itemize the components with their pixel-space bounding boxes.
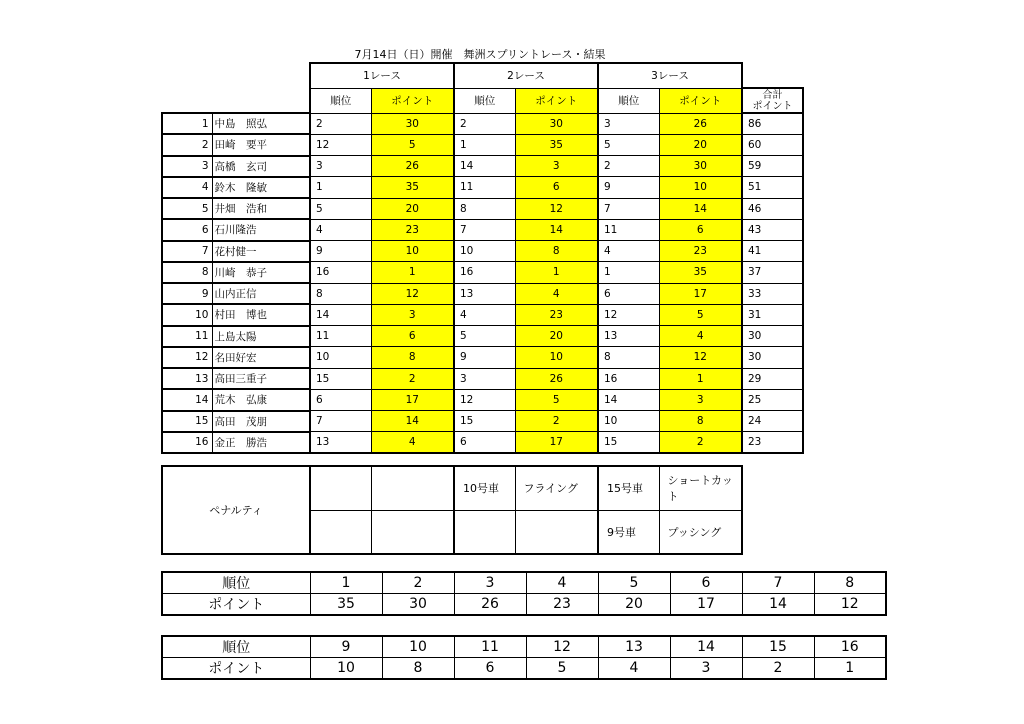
driver-name: 山内正信 bbox=[212, 283, 310, 304]
race1-points: 14 bbox=[371, 411, 454, 432]
row-number: 8 bbox=[162, 262, 212, 283]
race2-rank: 16 bbox=[454, 262, 515, 283]
table-row bbox=[162, 304, 803, 325]
row-number: 10 bbox=[162, 304, 212, 325]
race3-rank: 16 bbox=[598, 368, 659, 389]
penalty-car: 9号車 bbox=[598, 510, 659, 554]
race1-points: 6 bbox=[371, 326, 454, 347]
race1-points: 12 bbox=[371, 283, 454, 304]
race1-points: 26 bbox=[371, 156, 454, 177]
points-value: 5 bbox=[526, 658, 598, 680]
total-points: 46 bbox=[742, 198, 803, 219]
penalty-cell bbox=[310, 510, 371, 554]
race3-rank: 15 bbox=[598, 432, 659, 453]
penalty-cell bbox=[371, 510, 454, 554]
race2-rank: 2 bbox=[454, 113, 515, 134]
race3-points: 14 bbox=[659, 198, 742, 219]
rank-value: 2 bbox=[382, 572, 454, 594]
table-row bbox=[162, 389, 803, 410]
race1-points: 23 bbox=[371, 219, 454, 240]
race2-rank: 4 bbox=[454, 304, 515, 325]
table-row bbox=[162, 134, 803, 155]
total-points: 25 bbox=[742, 389, 803, 410]
race2-rank: 7 bbox=[454, 219, 515, 240]
penalty-type: フライング bbox=[515, 466, 598, 510]
table-row bbox=[162, 113, 803, 134]
race3-points: 35 bbox=[659, 262, 742, 283]
race3-rank: 6 bbox=[598, 283, 659, 304]
race3-points: 5 bbox=[659, 304, 742, 325]
race1-rank: 11 bbox=[310, 326, 371, 347]
page-title: 7月14日（日）開催 舞洲スプリントレース・結果 bbox=[354, 48, 606, 61]
race3-rank: 10 bbox=[598, 411, 659, 432]
race2-points: 14 bbox=[515, 219, 598, 240]
race2-points: 35 bbox=[515, 134, 598, 155]
race3-points: 3 bbox=[659, 389, 742, 410]
table-row bbox=[162, 241, 803, 262]
rank-value: 4 bbox=[526, 572, 598, 594]
race2-rank: 12 bbox=[454, 389, 515, 410]
race3-rank: 14 bbox=[598, 389, 659, 410]
rank-value: 8 bbox=[814, 572, 886, 594]
driver-name: 中島 照弘 bbox=[212, 113, 310, 134]
points-label: ポイント bbox=[162, 594, 310, 616]
race2-points: 6 bbox=[515, 177, 598, 198]
table-row bbox=[162, 326, 803, 347]
race1-points: 8 bbox=[371, 347, 454, 368]
race2-points: 4 bbox=[515, 283, 598, 304]
table-row bbox=[162, 368, 803, 389]
total-points: 33 bbox=[742, 283, 803, 304]
penalty-type: プッシング bbox=[659, 510, 742, 554]
rank-header: 順位 bbox=[598, 88, 659, 113]
points-value: 8 bbox=[382, 658, 454, 680]
driver-name: 高橋 玄司 bbox=[212, 156, 310, 177]
total-points: 29 bbox=[742, 368, 803, 389]
race2-points: 2 bbox=[515, 411, 598, 432]
driver-name: 金正 勝浩 bbox=[212, 432, 310, 453]
race1-rank: 5 bbox=[310, 198, 371, 219]
race1-rank: 7 bbox=[310, 411, 371, 432]
rank-value: 15 bbox=[742, 636, 814, 658]
driver-name: 田崎 要平 bbox=[212, 134, 310, 155]
row-number: 15 bbox=[162, 411, 212, 432]
total-points: 37 bbox=[742, 262, 803, 283]
results-table bbox=[161, 62, 804, 454]
race1-points: 35 bbox=[371, 177, 454, 198]
points-table-1 bbox=[161, 571, 887, 616]
rank-value: 13 bbox=[598, 636, 670, 658]
race3-points: 4 bbox=[659, 326, 742, 347]
rank-header: 順位 bbox=[454, 88, 515, 113]
header-spacer bbox=[162, 63, 310, 113]
rank-value: 10 bbox=[382, 636, 454, 658]
row-number: 3 bbox=[162, 156, 212, 177]
points-value: 3 bbox=[670, 658, 742, 680]
race2-rank: 3 bbox=[454, 368, 515, 389]
race2-rank: 13 bbox=[454, 283, 515, 304]
race2-rank: 1 bbox=[454, 134, 515, 155]
total-points: 59 bbox=[742, 156, 803, 177]
rank-label: 順位 bbox=[162, 636, 310, 658]
points-value: 17 bbox=[670, 594, 742, 616]
race3-points: 1 bbox=[659, 368, 742, 389]
points-value: 30 bbox=[382, 594, 454, 616]
row-number: 6 bbox=[162, 219, 212, 240]
driver-name: 荒木 弘康 bbox=[212, 389, 310, 410]
race2-rank: 15 bbox=[454, 411, 515, 432]
race2-rank: 14 bbox=[454, 156, 515, 177]
race-header: 2レース bbox=[454, 63, 598, 88]
race1-points: 5 bbox=[371, 134, 454, 155]
race2-points: 8 bbox=[515, 241, 598, 262]
race2-points: 17 bbox=[515, 432, 598, 453]
table-row bbox=[162, 177, 803, 198]
penalty-cell bbox=[515, 510, 598, 554]
penalty-cell bbox=[454, 510, 515, 554]
race3-points: 17 bbox=[659, 283, 742, 304]
penalty-car: 10号車 bbox=[454, 466, 515, 510]
race2-points: 3 bbox=[515, 156, 598, 177]
race1-points: 3 bbox=[371, 304, 454, 325]
total-header-line: 合計 bbox=[762, 89, 783, 101]
race3-rank: 13 bbox=[598, 326, 659, 347]
driver-name: 村田 博也 bbox=[212, 304, 310, 325]
race1-rank: 4 bbox=[310, 219, 371, 240]
driver-name: 高田三重子 bbox=[212, 368, 310, 389]
row-number: 13 bbox=[162, 368, 212, 389]
race2-points: 12 bbox=[515, 198, 598, 219]
rank-value: 5 bbox=[598, 572, 670, 594]
points-value: 20 bbox=[598, 594, 670, 616]
penalty-label: ペナルティ bbox=[162, 466, 310, 554]
points-value: 26 bbox=[454, 594, 526, 616]
total-points: 51 bbox=[742, 177, 803, 198]
penalty-cell bbox=[310, 466, 371, 510]
row-number: 14 bbox=[162, 389, 212, 410]
total-points: 23 bbox=[742, 432, 803, 453]
rank-value: 3 bbox=[454, 572, 526, 594]
total-header bbox=[742, 88, 803, 113]
total-points: 43 bbox=[742, 219, 803, 240]
race2-rank: 11 bbox=[454, 177, 515, 198]
race2-rank: 5 bbox=[454, 326, 515, 347]
rank-value: 1 bbox=[310, 572, 382, 594]
row-number: 9 bbox=[162, 283, 212, 304]
rank-header: 順位 bbox=[310, 88, 371, 113]
penalty-type: ショートカット bbox=[659, 466, 742, 510]
row-number: 4 bbox=[162, 177, 212, 198]
race2-points: 5 bbox=[515, 389, 598, 410]
race3-rank: 4 bbox=[598, 241, 659, 262]
points-value: 35 bbox=[310, 594, 382, 616]
race3-rank: 8 bbox=[598, 347, 659, 368]
race3-rank: 9 bbox=[598, 177, 659, 198]
points-label: ポイント bbox=[162, 658, 310, 680]
penalty-car: 15号車 bbox=[598, 466, 659, 510]
total-points: 30 bbox=[742, 326, 803, 347]
table-row bbox=[162, 262, 803, 283]
rank-value: 14 bbox=[670, 636, 742, 658]
points-value: 1 bbox=[814, 658, 886, 680]
race3-points: 2 bbox=[659, 432, 742, 453]
rank-value: 12 bbox=[526, 636, 598, 658]
driver-name: 上島太陽 bbox=[212, 326, 310, 347]
race1-rank: 14 bbox=[310, 304, 371, 325]
row-number: 16 bbox=[162, 432, 212, 453]
row-number: 5 bbox=[162, 198, 212, 219]
race1-rank: 9 bbox=[310, 241, 371, 262]
race3-rank: 11 bbox=[598, 219, 659, 240]
race1-rank: 8 bbox=[310, 283, 371, 304]
driver-name: 井畑 浩和 bbox=[212, 198, 310, 219]
row-number: 2 bbox=[162, 134, 212, 155]
race2-rank: 10 bbox=[454, 241, 515, 262]
rank-label: 順位 bbox=[162, 572, 310, 594]
total-header-line: ポイント bbox=[752, 100, 793, 112]
race2-points: 1 bbox=[515, 262, 598, 283]
penalty-table bbox=[161, 465, 743, 555]
points-header: ポイント bbox=[371, 88, 454, 113]
points-value: 10 bbox=[310, 658, 382, 680]
race1-points: 30 bbox=[371, 113, 454, 134]
race1-points: 17 bbox=[371, 389, 454, 410]
race2-points: 23 bbox=[515, 304, 598, 325]
race1-rank: 13 bbox=[310, 432, 371, 453]
race2-points: 26 bbox=[515, 368, 598, 389]
total-points: 31 bbox=[742, 304, 803, 325]
race1-points: 2 bbox=[371, 368, 454, 389]
points-header: ポイント bbox=[659, 88, 742, 113]
race1-rank: 2 bbox=[310, 113, 371, 134]
race3-rank: 2 bbox=[598, 156, 659, 177]
total-points: 41 bbox=[742, 241, 803, 262]
race2-points: 20 bbox=[515, 326, 598, 347]
table-row bbox=[162, 432, 803, 453]
points-value: 23 bbox=[526, 594, 598, 616]
race1-rank: 6 bbox=[310, 389, 371, 410]
race-header: 1レース bbox=[310, 63, 454, 88]
driver-name: 鈴木 隆敏 bbox=[212, 177, 310, 198]
race3-points: 20 bbox=[659, 134, 742, 155]
race3-points: 30 bbox=[659, 156, 742, 177]
race3-rank: 3 bbox=[598, 113, 659, 134]
race3-points: 8 bbox=[659, 411, 742, 432]
race1-rank: 1 bbox=[310, 177, 371, 198]
race2-points: 30 bbox=[515, 113, 598, 134]
points-value: 4 bbox=[598, 658, 670, 680]
total-points: 24 bbox=[742, 411, 803, 432]
race-header: 3レース bbox=[598, 63, 742, 88]
race3-rank: 1 bbox=[598, 262, 659, 283]
penalty-cell bbox=[371, 466, 454, 510]
table-row bbox=[162, 411, 803, 432]
driver-name: 花村健一 bbox=[212, 241, 310, 262]
table-row bbox=[162, 198, 803, 219]
rank-value: 11 bbox=[454, 636, 526, 658]
driver-name: 川崎 恭子 bbox=[212, 262, 310, 283]
total-points: 30 bbox=[742, 347, 803, 368]
row-number: 12 bbox=[162, 347, 212, 368]
total-points: 60 bbox=[742, 134, 803, 155]
row-number: 1 bbox=[162, 113, 212, 134]
race3-rank: 12 bbox=[598, 304, 659, 325]
points-value: 14 bbox=[742, 594, 814, 616]
race1-rank: 12 bbox=[310, 134, 371, 155]
header-spacer bbox=[742, 63, 803, 88]
driver-name: 石川隆浩 bbox=[212, 219, 310, 240]
driver-name: 高田 茂朋 bbox=[212, 411, 310, 432]
points-table-2 bbox=[161, 635, 887, 680]
driver-name: 名田好宏 bbox=[212, 347, 310, 368]
table-row bbox=[162, 219, 803, 240]
race1-rank: 15 bbox=[310, 368, 371, 389]
race3-rank: 5 bbox=[598, 134, 659, 155]
points-header: ポイント bbox=[515, 88, 598, 113]
points-value: 2 bbox=[742, 658, 814, 680]
rank-value: 6 bbox=[670, 572, 742, 594]
race2-rank: 9 bbox=[454, 347, 515, 368]
race1-rank: 16 bbox=[310, 262, 371, 283]
rank-value: 9 bbox=[310, 636, 382, 658]
rank-value: 16 bbox=[814, 636, 886, 658]
race1-points: 20 bbox=[371, 198, 454, 219]
race3-points: 23 bbox=[659, 241, 742, 262]
points-value: 6 bbox=[454, 658, 526, 680]
race3-points: 10 bbox=[659, 177, 742, 198]
row-number: 7 bbox=[162, 241, 212, 262]
race1-points: 1 bbox=[371, 262, 454, 283]
race2-rank: 8 bbox=[454, 198, 515, 219]
total-points: 86 bbox=[742, 113, 803, 134]
points-value: 12 bbox=[814, 594, 886, 616]
row-number: 11 bbox=[162, 326, 212, 347]
race3-points: 26 bbox=[659, 113, 742, 134]
race3-rank: 7 bbox=[598, 198, 659, 219]
race1-points: 10 bbox=[371, 241, 454, 262]
table-row bbox=[162, 156, 803, 177]
race2-points: 10 bbox=[515, 347, 598, 368]
race2-rank: 6 bbox=[454, 432, 515, 453]
rank-value: 7 bbox=[742, 572, 814, 594]
table-row bbox=[162, 347, 803, 368]
race3-points: 6 bbox=[659, 219, 742, 240]
race1-rank: 3 bbox=[310, 156, 371, 177]
race3-points: 12 bbox=[659, 347, 742, 368]
table-row bbox=[162, 283, 803, 304]
race1-rank: 10 bbox=[310, 347, 371, 368]
race1-points: 4 bbox=[371, 432, 454, 453]
